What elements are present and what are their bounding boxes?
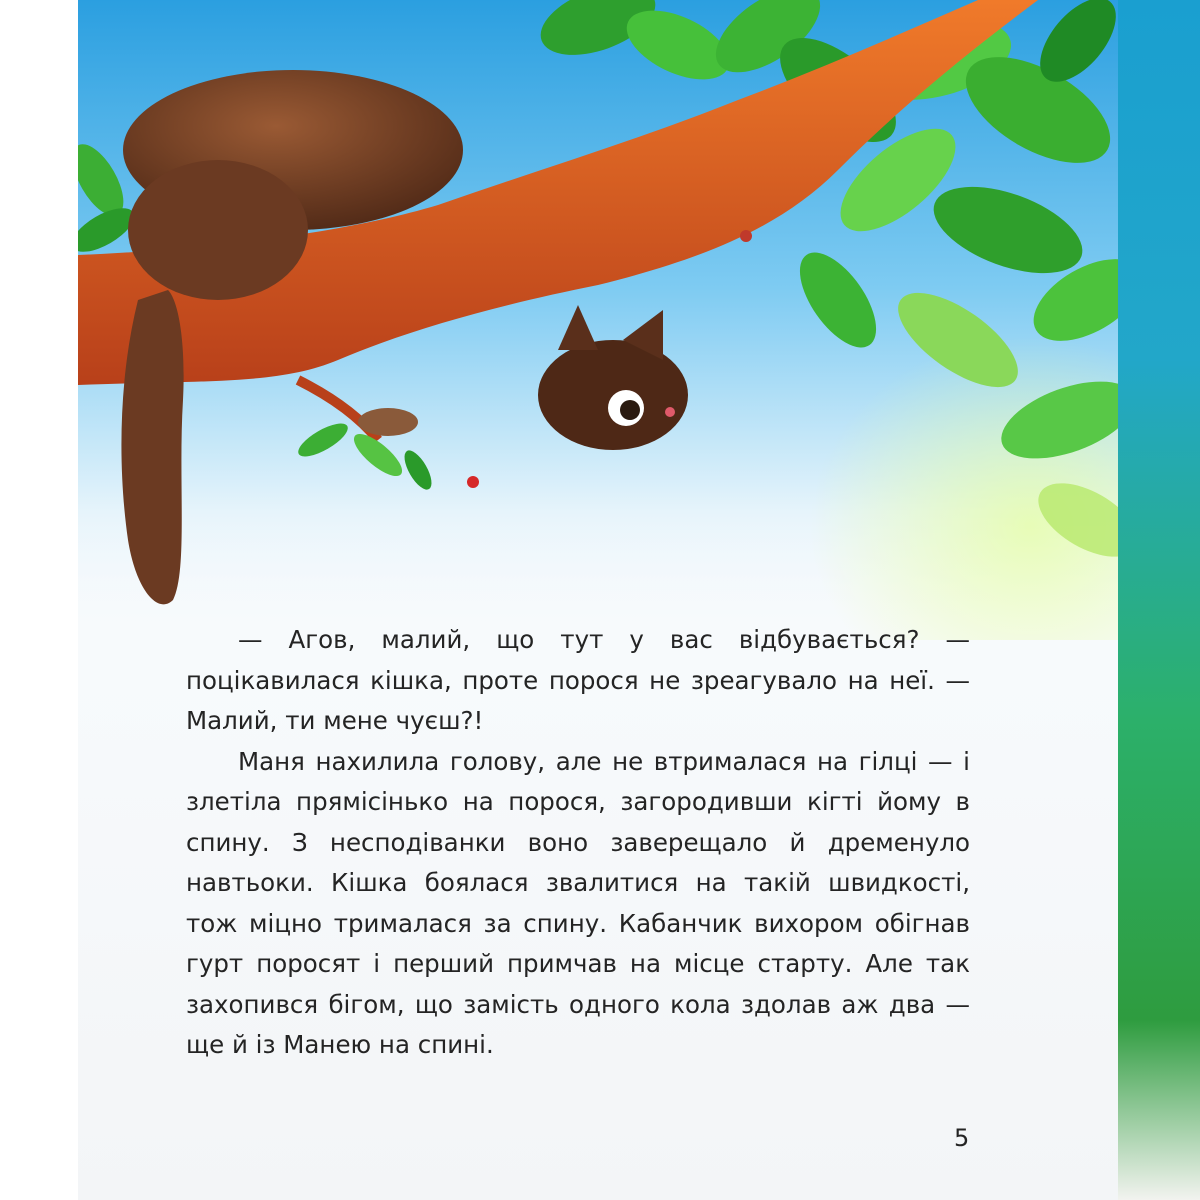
story-paragraph-2: Маня нахилила голову, але не втрималася на гілці — і злетіла прямісінько на порося, загородивши кігті йому в спину. З несподіванки воно заверещало й дременуло навтьоки. Кішка боялася звалитися на такій швидкості, тож міцно трималася за спину. Кабанчик вихором обігнав гурт поросят і перший примчав на місце старту. Але так захопився бігом, що замість одного кола здолав аж два — ще й із Манею на спині. [186,746,970,1059]
book-page [78,0,1118,1200]
ladybug-icon [740,230,752,242]
story-illustration [78,0,1118,640]
red-berry-icon [467,476,479,488]
page-number: 5 [954,1124,970,1152]
story-text [186,620,970,1066]
next-page-edge [1110,0,1200,1200]
story-paragraph-1: — Агов, малий, що тут у вас відбувається? — поцікавилася кішка, проте порося не зреагувало на неї. — Малий, ти мене чуєш?! [186,625,970,735]
